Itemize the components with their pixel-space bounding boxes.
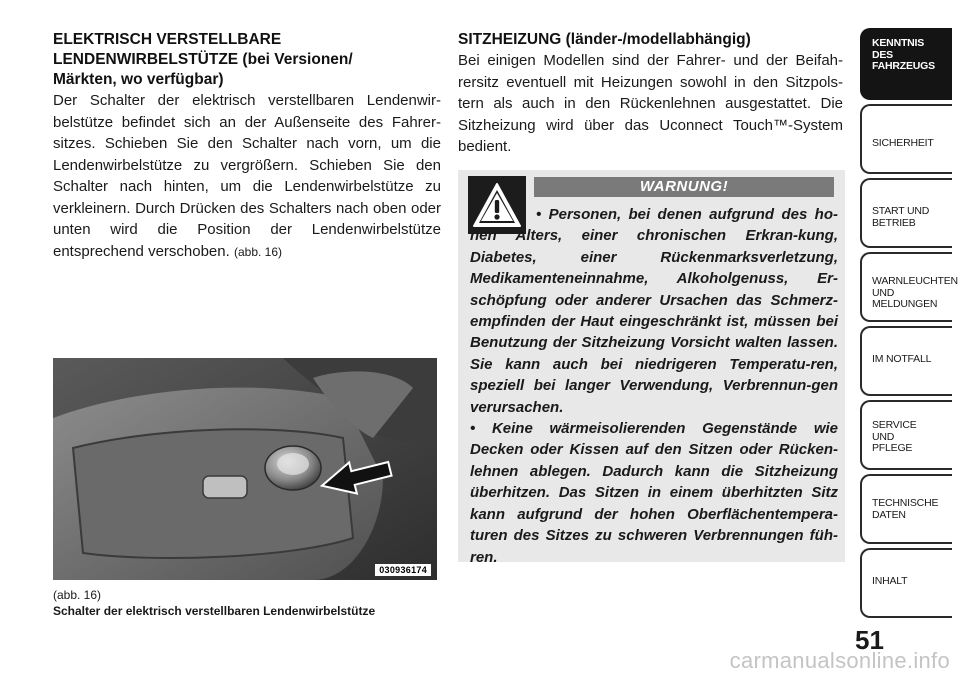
lumbar-body-text <box>53 90 441 263</box>
heading-line: ELEKTRISCH VERSTELLBARE <box>53 31 282 48</box>
heading-line: Märkten, wo verfügbar) <box>53 71 224 88</box>
tab-label: UND <box>872 286 895 299</box>
tab-label: UND <box>872 430 895 443</box>
tab-label: IM NOTFALL <box>872 353 932 365</box>
chapter-tab-inhalt[interactable] <box>860 548 952 618</box>
chapter-tab-start[interactable] <box>860 178 952 248</box>
chapter-tab-technische-daten[interactable] <box>860 474 952 544</box>
tab-label: START UND <box>872 205 930 217</box>
tab-label: TECHNISCHE <box>872 497 939 509</box>
figure-caption-ref: (abb. 16) <box>53 588 102 602</box>
warning-title: WARNUNG! <box>534 177 834 197</box>
warning-text <box>470 204 838 568</box>
seat-heating-body-text: Bei einigen Modellen sind der Fahrer- und der Beifah-rersitz eventuell mit Heizungen sowohl in den Sitzpols-tern als auch in den Rückenlehnen ausgestattet. Die Sitzheizung wird über das Uconnect Touch™-System bedient. <box>458 52 843 155</box>
lumbar-paragraph: Der Schalter der elektrisch verstellbaren Lendenwir-belstütze befindet sich an der Außenseite des Fahrer-sitzes. Schieben Sie den Schalter nach vorn, um die Lendenwirbelstütze zu vergrößern. Schieben Sie den Schalter nach hinten, um die Lendenwirbelstütze zu verkleinern. Durch Drücken des Schalters nach oben oder unten wird die Position der Lendenwirbelstütze entsprechend verschoben. <box>53 92 441 260</box>
seat-switch-figure <box>53 358 437 580</box>
left-column <box>53 30 441 263</box>
tab-label: KENNTNIS <box>872 37 925 49</box>
right-column <box>458 30 843 158</box>
heading-line: LENDENWIRBELSTÜTZE (bei Versionen/ <box>53 51 353 68</box>
warning-item: • Personen, bei denen aufgrund des ho-hen Alters, einer chronischen Erkran-kung, Diabetes, einer Rückenmarksverletzung, Medikamenteneinnahme, Alkoholgenuss, Er-schöpfung oder anderer Ursachen das Schmerz-empfinden der Haut eingeschränkt ist, müssen bei Benutzung der Sitzheizung Vorsicht walten lassen. Sie kann auch bei niedrigeren Temperatu-ren, speziell bei langer Verwendung, Verbrennun-gen verursachen. <box>470 206 838 416</box>
chapter-tab-sicherheit[interactable] <box>860 104 952 174</box>
page-number: 51 <box>855 625 884 655</box>
chapter-tab-kenntnis[interactable] <box>860 28 952 100</box>
tab-label: WARNLEUCHTEN <box>872 275 958 287</box>
tab-label: FAHRZEUGS <box>872 60 935 72</box>
watermark: carmanualsonline.info <box>729 648 950 673</box>
seat-switch-photo <box>53 358 437 580</box>
section-heading-lumbar <box>53 30 441 90</box>
chapter-sidebar <box>860 28 958 622</box>
chapter-tab-service[interactable] <box>860 400 952 470</box>
tab-label: DES <box>872 48 893 61</box>
chapter-tab-notfall[interactable] <box>860 326 952 396</box>
warning-item: • Keine wärmeisolierenden Gegenstände wie Decken oder Kissen auf den Sitzen oder Rücken-lehnen ablegen. Dadurch kann die Sitzheizung überhitzen. Das Sitzen in einem überhitzten Sitz kann aufgrund der hohen Oberflächentempera-turen des Sitzes zu schweren Verbrennungen füh-ren. <box>470 420 838 566</box>
tab-label: MELDUNGEN <box>872 298 938 310</box>
figure-reference: (abb. 16) <box>233 244 282 259</box>
figure-caption: Schalter der elektrisch verstellbaren Lendenwirbelstütze <box>53 604 376 618</box>
tab-label: SICHERHEIT <box>872 137 934 149</box>
figure-code: 030936174 <box>375 564 431 576</box>
tab-label: INHALT <box>872 575 908 587</box>
tab-label: SERVICE <box>872 419 917 431</box>
tab-label: PFLEGE <box>872 442 913 454</box>
chapter-tab-warnleuchten[interactable] <box>860 252 958 322</box>
tab-label: DATEN <box>872 508 906 521</box>
tab-label: BETRIEB <box>872 216 916 229</box>
section-heading-seat-heating: SITZHEIZUNG (länder-/modellabhängig) <box>458 31 751 48</box>
